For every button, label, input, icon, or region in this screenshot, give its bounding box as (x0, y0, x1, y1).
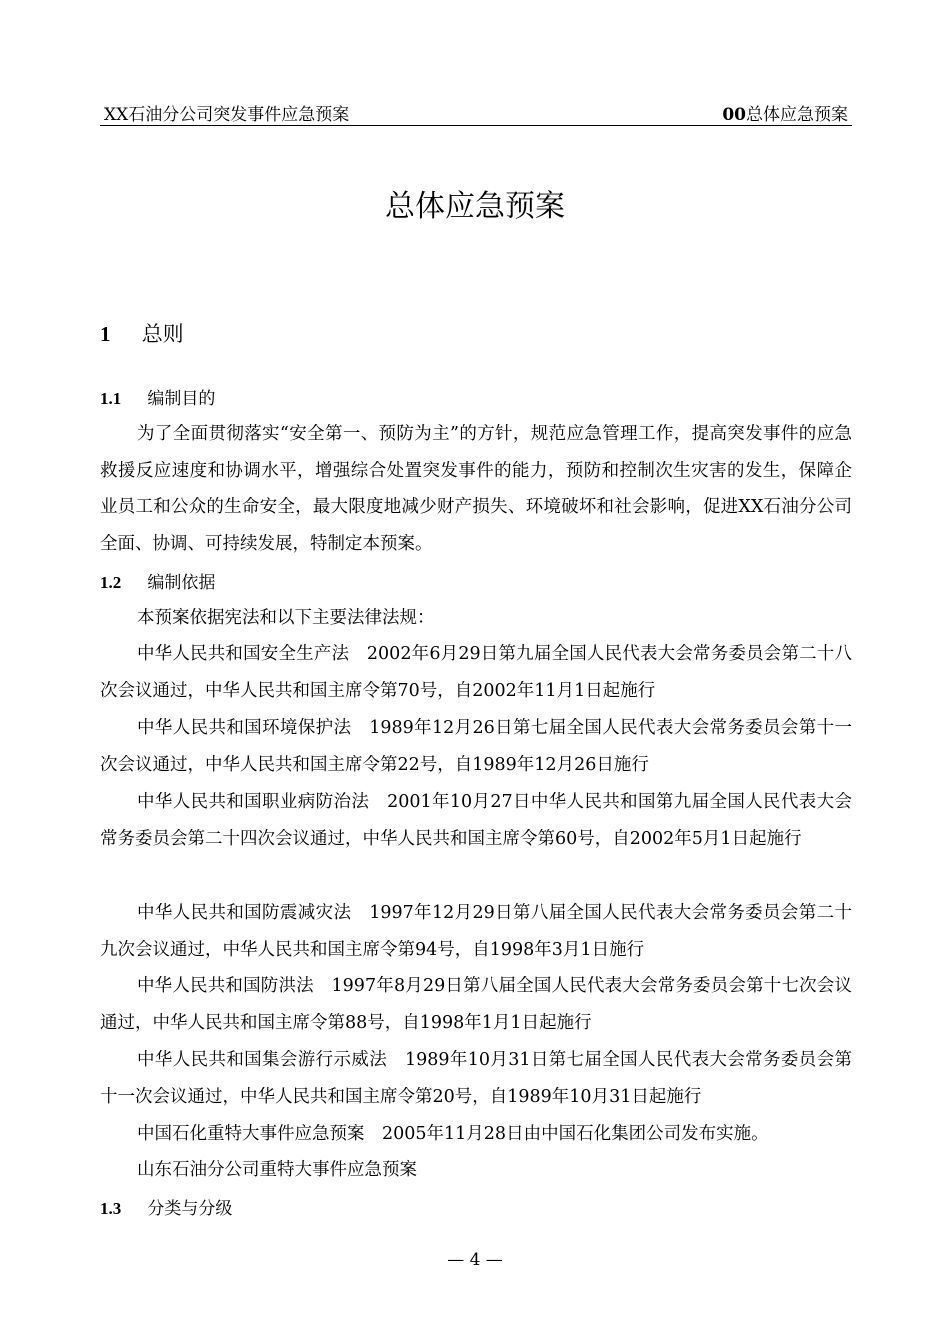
section-1-3-number: 1.3 (100, 1199, 122, 1218)
section-1-2-number: 1.2 (100, 573, 122, 592)
law-item: 山东石油分公司重特大事件应急预案 (137, 1160, 417, 1180)
section-1-3-label: 分类与分级 (147, 1199, 233, 1219)
law-item: 中华人民共和国集会游行示威法 1989年10月31日第七届全国人民代表大会常务委员会第十一次会议通过，中华人民共和国主席令第20号，自1989年10月31日起施行 (100, 1050, 852, 1107)
header-left-title: XX石油分公司突发事件应急预案 (104, 105, 350, 125)
page-header (100, 100, 852, 126)
law-item: 中国石化重特大事件应急预案 2005年11月28日由中国石化集团公司发布实施。 (137, 1124, 769, 1144)
law-item: 中华人民共和国职业病防治法 2001年10月27日中华人民共和国第九届全国人民代表大会常务委员会第二十四次会议通过，中华人民共和国主席令第60号，自2002年5月1日起施行 (100, 792, 852, 849)
header-right-text: 总体应急预案 (746, 105, 848, 125)
section-1-2-heading (100, 568, 215, 593)
section-1-3-heading (100, 1194, 232, 1219)
section-1-heading (100, 318, 184, 348)
purpose-paragraph: 为了全面贯彻落实“安全第一、预防为主”的方针，规范应急管理工作，提高突发事件的应急救援反应速度和协调水平，增强综合处置突发事件的能力，预防和控制次生灾害的发生，保障企业员工和公众的生命安全，最大限度地减少财产损失、环境破坏和社会影响，促进XX石油分公司全面、协调、可持续发展，特制定本预案。 (100, 424, 852, 554)
basis-intro: 本预案依据宪法和以下主要法律法规： (137, 608, 435, 628)
header-right-number: 00 (722, 105, 746, 125)
law-item: 中华人民共和国安全生产法 2002年6月29日第九届全国人民代表大会常务委员会第二十八次会议通过，中华人民共和国主席令第70号，自2002年11月1日起施行 (100, 644, 852, 701)
section-1-number: 1 (100, 322, 111, 346)
page-number: — 4 — (447, 1250, 503, 1270)
page-title: 总体应急预案 (385, 189, 565, 224)
law-item: 中华人民共和国防洪法 1997年8月29日第八届全国人民代表大会常务委员会第十七次会议通过，中华人民共和国主席令第88号，自1998年1月1日起施行 (100, 976, 852, 1033)
section-1-1-number: 1.1 (100, 389, 122, 408)
section-1-label: 总则 (141, 322, 184, 346)
section-1-1-heading (100, 384, 215, 409)
header-right-title (722, 100, 848, 125)
section-1-1-label: 编制目的 (147, 389, 216, 409)
law-item: 中华人民共和国环境保护法 1989年12月26日第七届全国人民代表大会常务委员会第十一次会议通过，中华人民共和国主席令第22号，自1989年12月26日施行 (100, 718, 852, 775)
section-1-2-label: 编制依据 (147, 573, 216, 593)
law-item: 中华人民共和国防震减灾法 1997年12月29日第八届全国人民代表大会常务委员会第二十九次会议通过，中华人民共和国主席令第94号，自1998年3月1日施行 (100, 903, 852, 960)
